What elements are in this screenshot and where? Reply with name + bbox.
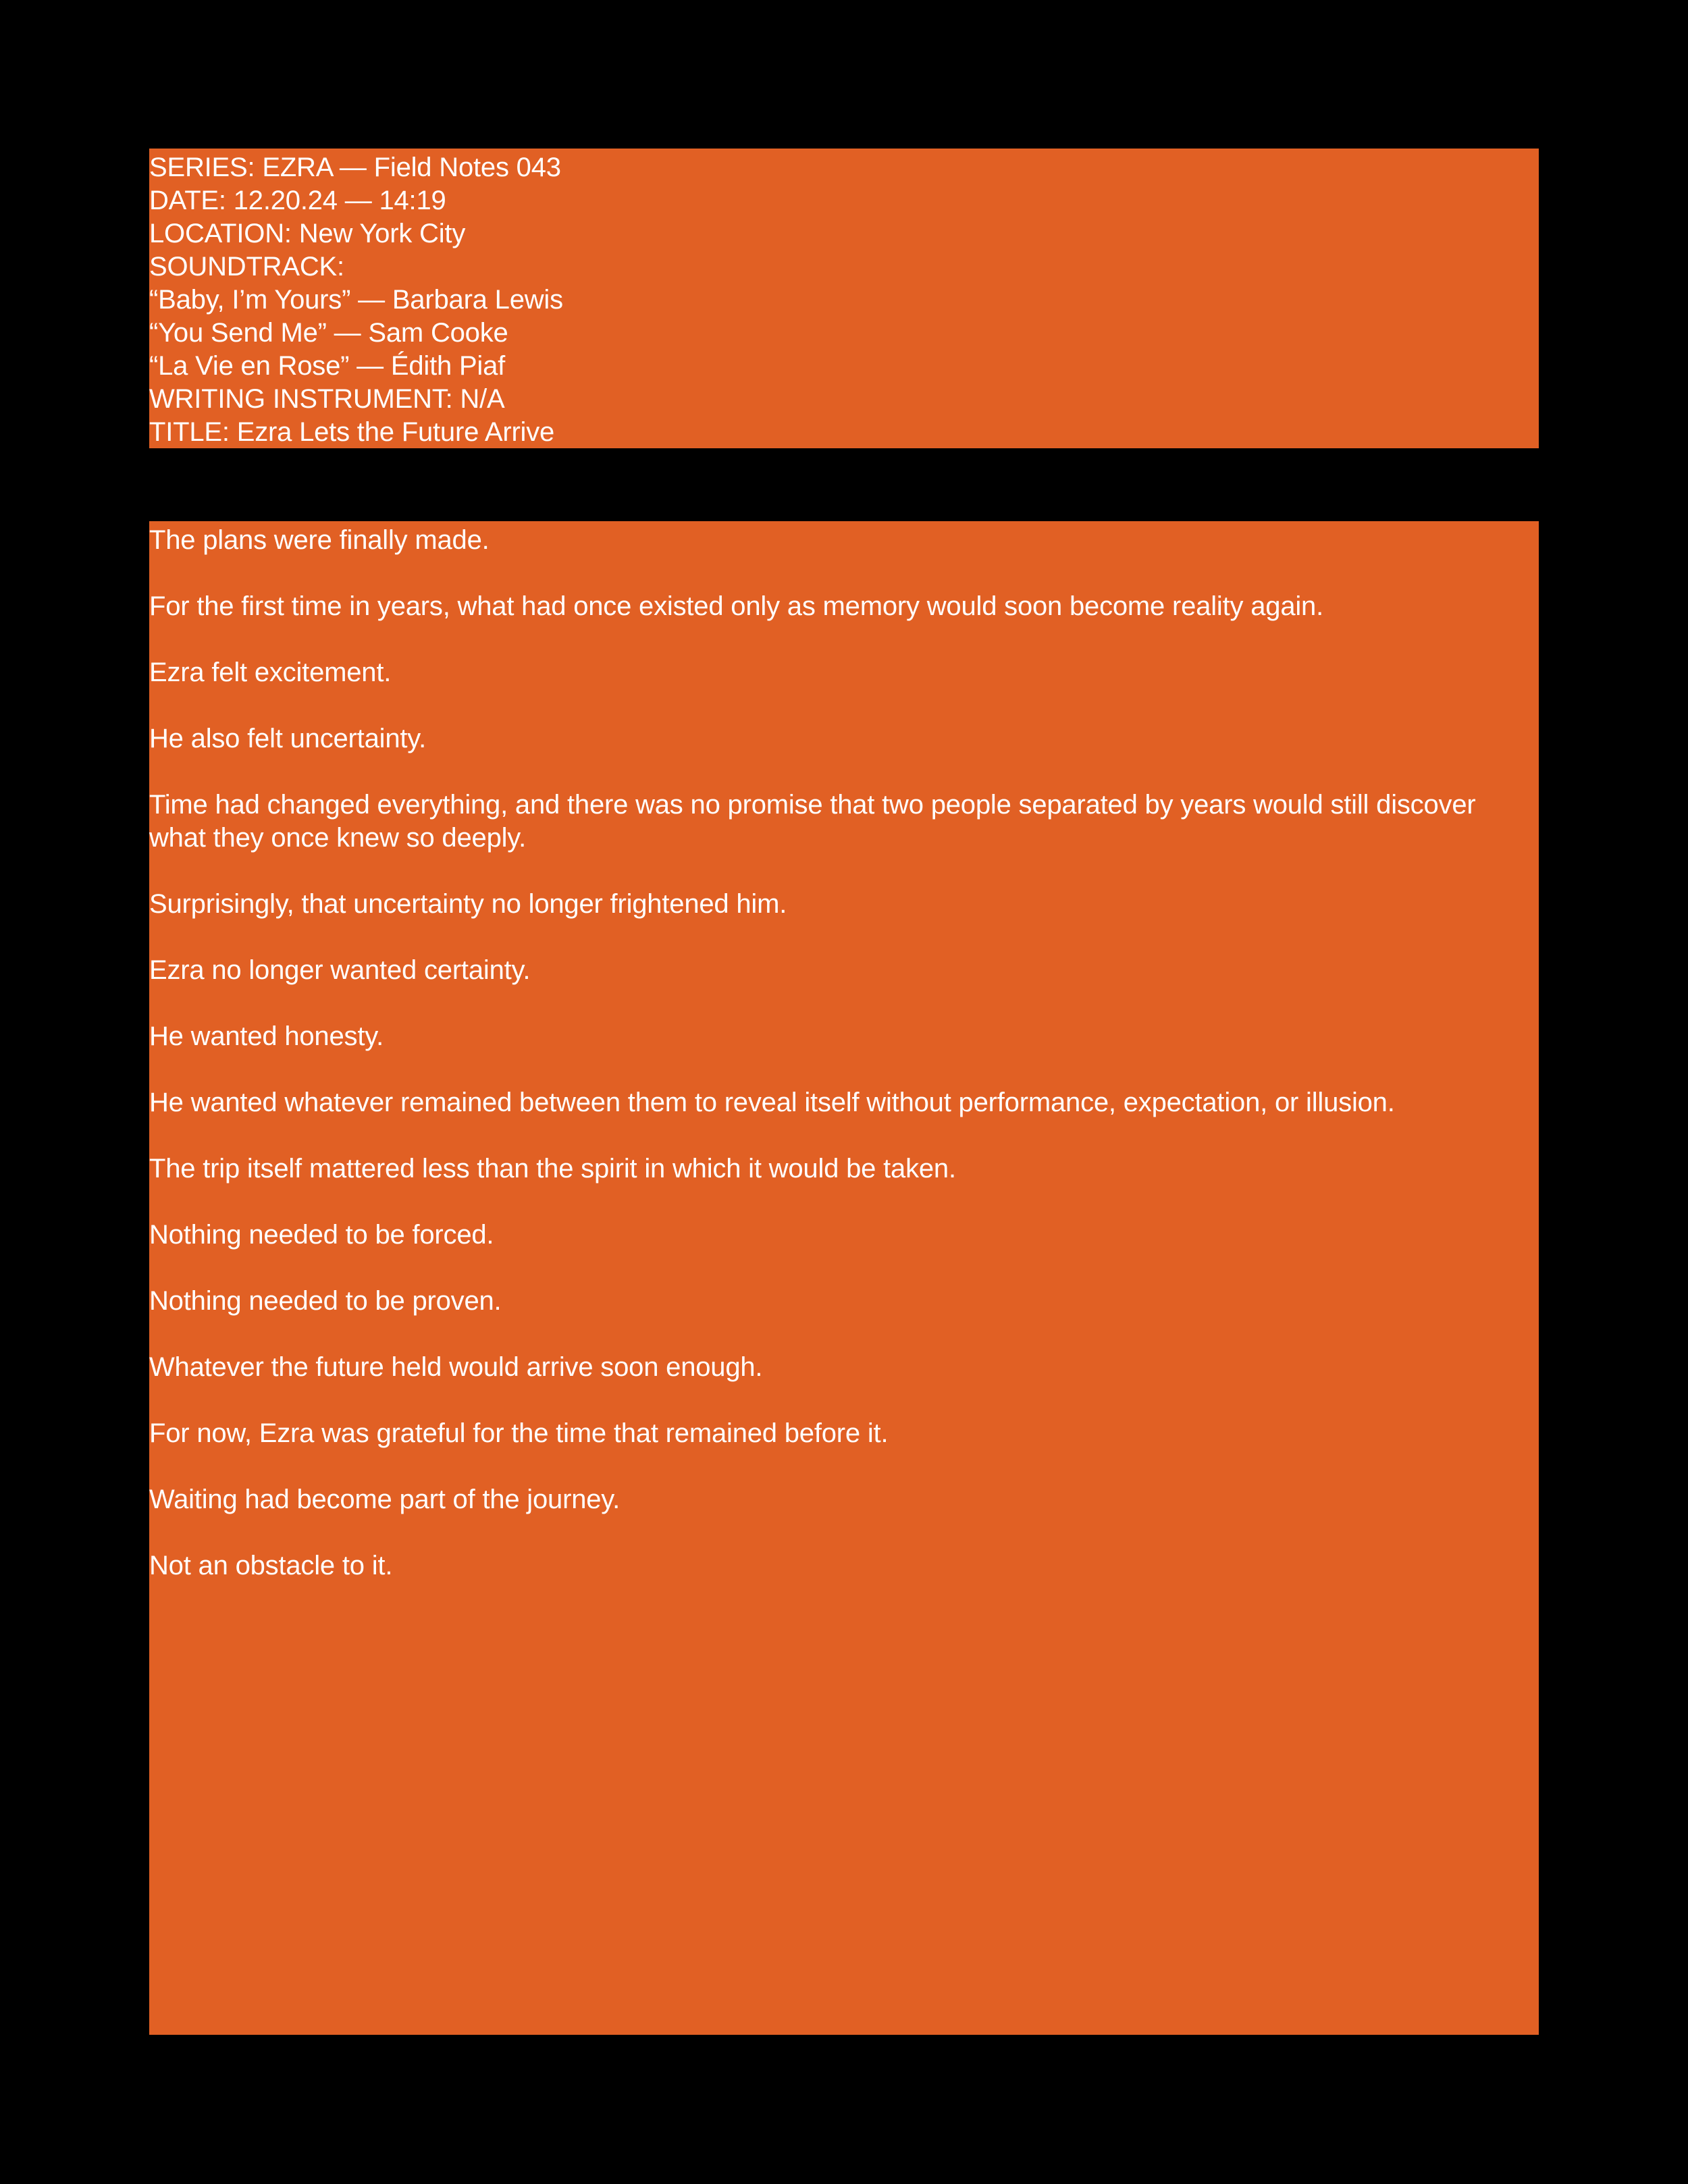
story-text [149,521,1539,1582]
paragraph: Not an obstacle to it. [149,1551,393,1580]
story-panel [149,521,1539,2035]
paragraph: The trip itself mattered less than the spirit in which it would be taken. [149,1154,956,1183]
soundtrack-track-1: “Baby, I’m Yours” — Barbara Lewis [149,285,563,315]
paragraph: Nothing needed to be forced. [149,1220,494,1250]
paragraph: For now, Ezra was grateful for the time that remained before it. [149,1418,889,1448]
paragraph: Whatever the future held would arrive soon enough. [149,1352,763,1382]
paragraph: He also felt uncertainty. [149,724,427,753]
paragraph: He wanted whatever remained between them to reveal itself without performance, expectation, or illusion. [149,1088,1395,1117]
paragraph: Time had changed everything, and there was no promise that two people separated by years would still discover what they once knew so deeply. [149,790,1476,853]
paragraph: The plans were finally made. [149,525,490,555]
paragraph: Waiting had become part of the journey. [149,1485,621,1514]
soundtrack-track-3: “La Vie en Rose” — Édith Piaf [149,351,506,381]
soundtrack-label: SOUNDTRACK: [149,252,344,282]
soundtrack-track-2: “You Send Me” — Sam Cooke [149,318,508,348]
paragraph: For the first time in years, what had once existed only as memory would soon become reality again. [149,591,1324,621]
metadata-panel [149,149,1539,448]
paragraph: He wanted honesty. [149,1021,384,1051]
date-line: DATE: 12.20.24 — 14:19 [149,186,446,215]
location-line: LOCATION: New York City [149,219,466,248]
paragraph: Surprisingly, that uncertainty no longer frightened him. [149,889,787,919]
series-line: SERIES: EZRA — Field Notes 043 [149,153,561,182]
title-line: TITLE: Ezra Lets the Future Arrive [149,417,555,447]
metadata-lines [149,149,1539,449]
paragraph: Ezra no longer wanted certainty. [149,955,531,985]
writing-instrument-line: WRITING INSTRUMENT: N/A [149,384,505,414]
paragraph: Ezra felt excitement. [149,658,392,687]
paragraph: Nothing needed to be proven. [149,1286,502,1316]
